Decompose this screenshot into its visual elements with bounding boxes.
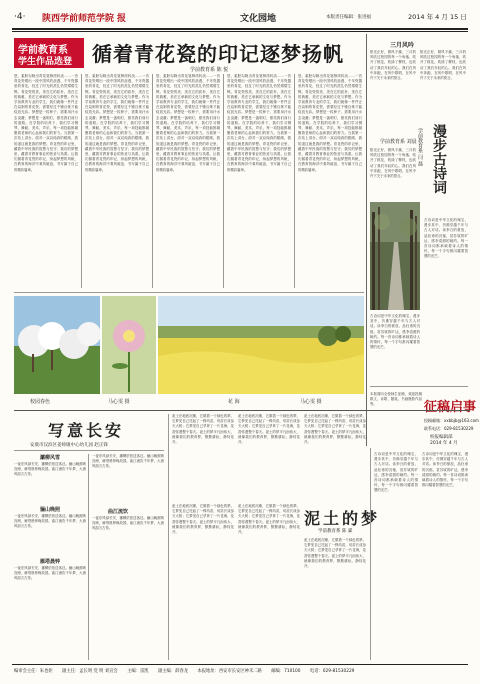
main-article-col-1: 您，素胚勾勒出青花笔锋浓转淡……一首青花瓷唱出一段中国风的浪漫，千年瓷器里的青花，经过了时光的洗礼仍然熠熠生辉。青花瓷的美，美在它的质朴，美在它的典雅，美在它承载的文化与梦想。作为学前教育专业的学生，我们就像一件件正在烧制的青花瓷，需要经过千锤百炼才能绽放光彩。梦想是一粒种子，需要用汗水去浇灌；梦想是一盏明灯，照亮我们前行的道路。在学院的培养下，我们学习钢琴、舞蹈、美术、声乐，每一项技能都凝聚着老师的心血和我们的努力。当我第一次站上讲台，面对一双双纯真的眼睛，我知道这就是我的梦想。青花瓷的印记里，藏着中华民族的智慧与坚守；我们的梦想里，藏着对教育事业的热爱与执着。让我们循着青花瓷的印记，扬起梦想的风帆，在教育的海洋中乘风破浪，书写属于自己的精彩篇章。 — [14, 74, 78, 172]
main-article-col-3: 您，素胚勾勒出青花笔锋浓转淡……一首青花瓷唱出一段中国风的浪漫，千年瓷器里的青花，经过了时光的洗礼仍然熠熠生辉。青花瓷的美，美在它的质朴，美在它的典雅，美在它承载的文化与梦想。作为学前教育专业的学生，我们就像一件件正在烧制的青花瓷，需要经过千锤百炼才能绽放光彩。梦想是一粒种子，需要用汗水去浇灌；梦想是一盏明灯，照亮我们前行的道路。在学院的培养下，我们学习钢琴、舞蹈、美术、声乐，每一项技能都凝聚着老师的心血和我们的努力。当我第一次站上讲台，面对一双双纯真的眼睛，我知道这就是我的梦想。青花瓷的印记里，藏着中华民族的智慧与坚守；我们的梦想里，藏着对教育事业的热爱与执着。让我们循着青花瓷的印记，扬起梦想的风帆，在教育的海洋中乘风破浪，书写属于自己的精彩篇章。 — [156, 74, 220, 172]
footer-vice-editor: 副主编：薛春龙 — [157, 669, 189, 674]
section-title: 文化园地 — [240, 14, 277, 24]
photo-author-2: 马心雯 摄 — [300, 399, 322, 405]
subheading-3: 雁塔晨钟 — [40, 559, 61, 565]
essay-title: 漫步古诗词 — [431, 124, 447, 194]
left-lower-col-1c: 一夜东风绿长安，灞柳依依送客还。骊山晚照映宫阙，雁塔晨钟唤故园。曲江流饮千年梦，大唐风韵万古传。 — [14, 566, 86, 581]
poem-body-col-2: 阳光正好，微风不燥，三月的风吹过校园的每一个角落，吹开了桃花，吹绿了柳枝，也吹动了我们年轻的心。我们在风中奔跑，在风中歌唱，在风中许下关于未来的誓言。 — [420, 50, 466, 81]
poem-body: 阳光正好，微风不燥，三月的风吹过校园的每一个角落，吹开了桃花，吹绿了柳枝，也吹动了我们年轻的心。我们在风中奔跑，在风中歌唱，在风中许下关于未来的誓言。 — [370, 50, 416, 81]
footer-rule — [12, 664, 468, 665]
footer-address: 本报地址：西安市长安区神禾二路 — [197, 669, 262, 674]
footer-phone: 电话：029-81530229 — [309, 669, 355, 674]
main-article-col-2: 您，素胚勾勒出青花笔锋浓转淡……一首青花瓷唱出一段中国风的浪漫，千年瓷器里的青花，经过了时光的洗礼仍然熠熠生辉。青花瓷的美，美在它的质朴，美在它的典雅，美在它承载的文化与梦想。作为学前教育专业的学生，我们就像一件件正在烧制的青花瓷，需要经过千锤百炼才能绽放光彩。梦想是一粒种子，需要用汗水去浇灌；梦想是一盏明灯，照亮我们前行的道路。在学院的培养下，我们学习钢琴、舞蹈、美术、声乐，每一项技能都凝聚着老师的心血和我们的努力。当我第一次站上讲台，面对一双双纯真的眼睛，我知道这就是我的梦想。青花瓷的印记里，藏着中华民族的智慧与坚守；我们的梦想里，藏着对教育事业的热爱与执着。让我们循着青花瓷的印记，扬起梦想的风帆，在教育的海洋中乘风破浪，书写属于自己的精彩篇章。 — [85, 74, 149, 172]
footer-vice-directors: 副主任：孟长明 党 明 刘宣会 — [62, 669, 118, 674]
kicker-line-1: 学前教育系 — [18, 45, 68, 56]
main-article-col-4: 您，素胚勾勒出青花笔锋浓转淡……一首青花瓷唱出一段中国风的浪漫，千年瓷器里的青花，经过了时光的洗礼仍然熠熠生辉。青花瓷的美，美在它的质朴，美在它的典雅，美在它承载的文化与梦想。作为学前教育专业的学生，我们就像一件件正在烧制的青花瓷，需要经过千锤百炼才能绽放光彩。梦想是一粒种子，需要用汗水去浇灌；梦想是一盏明灯，照亮我们前行的道路。在学院的培养下，我们学习钢琴、舞蹈、美术、声乐，每一项技能都凝聚着老师的心血和我们的努力。当我第一次站上讲台，面对一双双纯真的眼睛，我知道这就是我的梦想。青花瓷的印记里，藏着中华民族的智慧与坚守；我们的梦想里，藏着对教育事业的热爱与执着。让我们循着青花瓷的印记，扬起梦想的风帆，在教育的海洋中乘风破浪，书写属于自己的精彩篇章。 — [227, 74, 291, 172]
subheading-2: 骊山晚照 — [40, 507, 61, 513]
footer — [14, 668, 468, 678]
forest-path-photo — [370, 202, 420, 310]
kicker-line-2: 学生作品选登 — [18, 57, 73, 67]
left-lower-col-1a: 一夜东风绿长安，灞柳依依送客还。骊山晚照映宫阙，雁塔晨钟唤故园。曲江流饮千年梦，大唐风韵万古传。 — [14, 462, 86, 477]
center-lower-col-6: 泥土在地底沉睡，它做着一个绿色的梦。它梦见自己托起了一株幼苗，幼苗长成参天大树；它梦见自己孕育了一片花海，花香弥漫整个春天。泥土的梦平凡而伟大，就像我们的教育梦，默默耕耘，静待花开。 — [304, 538, 366, 569]
kicker-box — [14, 38, 84, 68]
masthead-rule — [12, 28, 468, 30]
footer-postcode: 邮编：710100 — [271, 669, 301, 674]
left-lower-col-1b: 一夜东风绿长安，灞柳依依送客还。骊山晚照映宫阙，雁塔晨钟唤故园。曲江流饮千年梦，大唐风韵万古传。 — [14, 514, 86, 529]
essay-author: 学前教育系 闫 磊 — [417, 128, 423, 167]
center-lower-col-4: 泥土在地底沉睡，它做着一个绿色的梦。它梦见自己托起了一株幼苗，幼苗长成参天大树；它梦见自己孕育了一片花海，花香弥漫整个春天。泥土的梦平凡而伟大，就像我们的教育梦，默默耕耘，静待花开。 — [172, 504, 234, 535]
footer-chief-editor: 主编：雷凯 — [127, 669, 149, 674]
recruit-date: 2014 年 4 月 — [430, 441, 458, 446]
campus-spring-photo — [14, 296, 100, 394]
poem-body-2: 阳光正好，微风不燥，三月的风吹过校园的每一个角落，吹开了桃花，吹绿了柳枝，也吹动了我们年轻的心。我们在风中奔跑，在风中歌唱，在风中许下关于未来的誓言。 — [370, 148, 416, 179]
paper-suffix: 报 — [117, 14, 127, 24]
main-article-col-5: 您，素胚勾勒出青花笔锋浓转淡……一首青花瓷唱出一段中国风的浪漫，千年瓷器里的青花，经过了时光的洗礼仍然熠熠生辉。青花瓷的美，美在它的质朴，美在它的典雅，美在它承载的文化与梦想。作为学前教育专业的学生，我们就像一件件正在烧制的青花瓷，需要经过千锤百炼才能绽放光彩。梦想是一粒种子，需要用汗水去浇灌；梦想是一盏明灯，照亮我们前行的道路。在学院的培养下，我们学习钢琴、舞蹈、美术、声乐，每一项技能都凝聚着老师的心血和我们的努力。当我第一次站上讲台，面对一双双纯真的眼睛，我知道这就是我的梦想。青花瓷的印记里，藏着中华民族的智慧与坚守；我们的梦想里，藏着对教育事业的热爱与执着。让我们循着青花瓷的印记，扬起梦想的风帆，在教育的海洋中乘风破浪，书写属于自己的精彩篇章。 — [298, 74, 362, 172]
left-lower-title: 写意长安 — [48, 421, 125, 440]
recruit-title: 征稿启事 — [424, 400, 477, 415]
essay-body-2: 古诗词是中华文化的瑰宝，漫步其中，仿佛穿越千年与古人对话。读李白的豪放，品杜甫的沉郁，赏苏轼的旷达，感李清照的婉约。每一首诗词都承载着诗人的情怀，每一个字句都闪耀着智慧的光芒。 — [370, 314, 420, 350]
center-lower-col-3: 泥土在地底沉睡，它做着一个绿色的梦。它梦见自己托起了一株幼苗，幼苗长成参天大树；它梦见自己孕育了一片花海，花香弥漫整个春天。泥土的梦平凡而伟大，就像我们的教育梦，默默耕耘，静待花开。 — [304, 414, 366, 445]
poem-title: 三月风吟 — [390, 42, 415, 49]
recruit-contact-2: 联系电话：029-81530229 — [424, 426, 474, 431]
flower-photo-small — [102, 296, 156, 394]
left-lower-author: 安康市汉滨区姜师镇中心幼儿园 赵正锋 — [30, 443, 108, 448]
byline: 学前教育系 陈 悦 — [190, 67, 229, 73]
photo-author-1: 马心雯 摄 — [108, 399, 130, 405]
center-lower-title: 泥土的梦 — [304, 509, 381, 528]
subheading-4: 曲江流饮 — [108, 509, 129, 515]
issue-date: 2014 年 4 月 15 日 — [408, 13, 467, 21]
photo-caption-1: 校园春色 — [30, 399, 51, 405]
left-lower-col-2a: 一夜东风绿长安，灞柳依依送客还。骊山晚照映宫阙，雁塔晨钟唤故园。曲江流饮千年梦，大唐风韵万古传。 — [92, 454, 164, 469]
center-lower-col-1: 泥土在地底沉睡，它做着一个绿色的梦。它梦见自己托起了一株幼苗，幼苗长成参天大树；它梦见自己孕育了一片花海，花香弥漫整个春天。泥土的梦平凡而伟大，就像我们的教育梦，默默耕耘，静待花开。 — [172, 414, 234, 445]
center-lower-col-5: 泥土在地底沉睡，它做着一个绿色的梦。它梦见自己托起了一株幼苗，幼苗长成参天大树；它梦见自己孕育了一片花海，花香弥漫整个春天。泥土的梦平凡而伟大，就像我们的教育梦，默默耕耘，静待花开。 — [238, 504, 300, 535]
right-lower-col-1: 古诗词是中华文化的瑰宝，漫步其中，仿佛穿越千年与古人对话。读李白的豪放，品杜甫的沉郁，赏苏轼的旷达，感李清照的婉约。每一首诗词都承载着诗人的情怀，每一个字句都闪耀着智慧的光芒。 — [374, 452, 418, 493]
left-lower-col-2b: 一夜东风绿长安，灞柳依依送客还。骊山晚照映宫阙，雁塔晨钟唤故园。曲江流饮千年梦，大唐风韵万古传。 — [92, 516, 164, 531]
center-lower-author: 学前教育系 陈 霖 — [318, 529, 353, 534]
center-lower-col-2: 泥土在地底沉睡，它做着一个绿色的梦。它梦见自己托起了一株幼苗，幼苗长成参天大树；它梦见自己孕育了一片花海，花香弥漫整个春天。泥土的梦平凡而伟大，就像我们的教育梦，默默耕耘，静待花开。 — [238, 414, 300, 445]
poem-author: 学前教育系 刘晨 — [380, 139, 417, 145]
headline: 循着青花瓷的印记逐梦扬帆 — [92, 42, 344, 66]
page-number: ·4· — [14, 12, 26, 22]
flower-field-photo — [158, 296, 364, 394]
masthead — [12, 8, 468, 30]
recruit-contact-1: 投稿邮箱：xxbbjb@163.com — [424, 418, 479, 423]
right-lower-col-2: 古诗词是中华文化的瑰宝，漫步其中，仿佛穿越千年与古人对话。读李白的豪放，品杜甫的沉郁，赏苏轼的旷达，感李清照的婉约。每一首诗词都承载着诗人的情怀，每一个字句都闪耀着智慧的光芒。 — [422, 452, 468, 488]
recruit-body: 本报面向全校师生征稿，欢迎投稿散文、诗歌、随笔、书画摄影作品等。 — [370, 392, 422, 407]
recruit-note: 校报编辑部 — [430, 435, 453, 440]
paper-name: 陕西学前师范学院 — [42, 14, 115, 24]
subheading-1: 灞柳风雪 — [40, 455, 61, 461]
editor-line: 本版责任编辑：张进福 — [326, 15, 371, 20]
footer-editor: 编审会主任：朱也炬 — [14, 669, 53, 674]
photo-caption-2: 花 海 — [228, 399, 240, 405]
masthead-rule-thin — [12, 31, 468, 32]
essay-body: 古诗词是中华文化的瑰宝，漫步其中，仿佛穿越千年与古人对话。读李白的豪放，品杜甫的沉郁，赏苏轼的旷达，感李清照的婉约。每一首诗词都承载着诗人的情怀，每一个字句都闪耀着智慧的光芒。 — [424, 218, 468, 259]
